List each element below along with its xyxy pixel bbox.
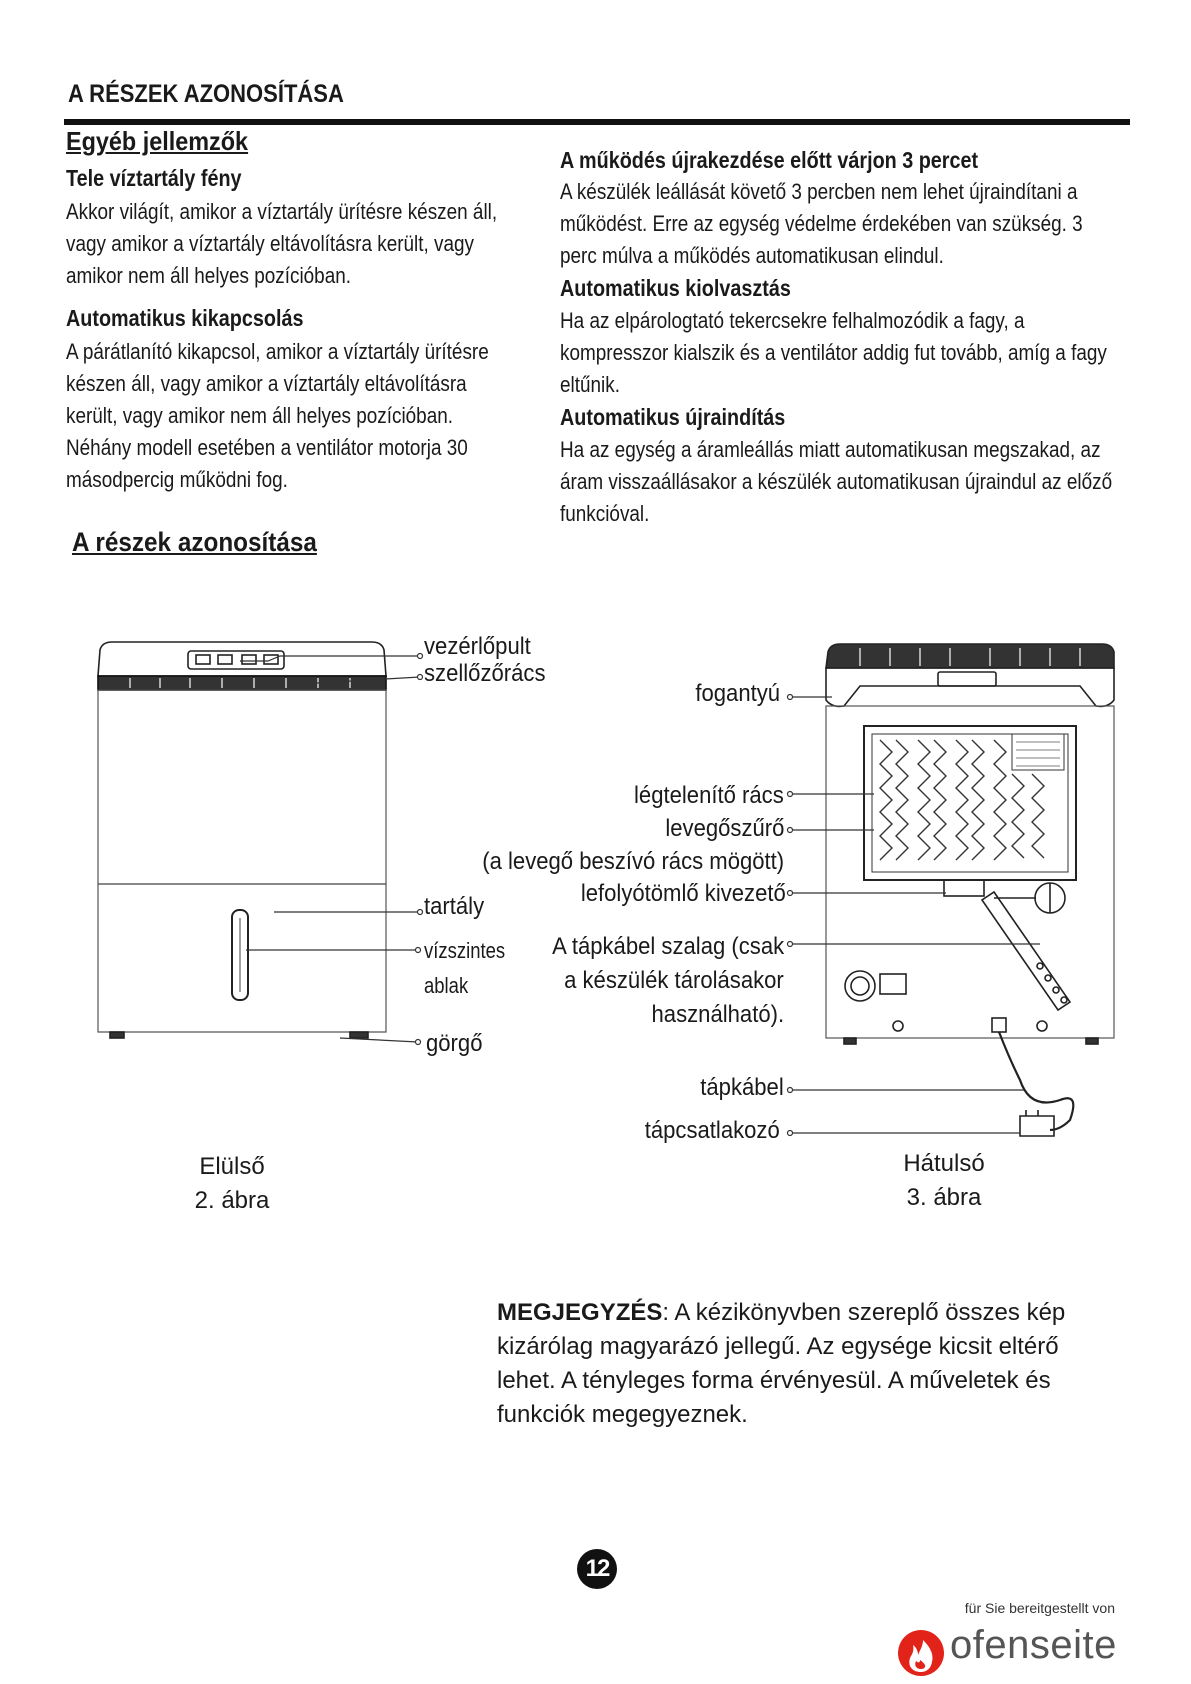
label-air-filter-note: (a levegő beszívó rács mögött): [482, 848, 784, 875]
caption-front-figure: 2. ábra: [194, 1187, 270, 1214]
label-vent-grille: szellőzőrács: [424, 660, 546, 687]
label-power-cord: tápkábel: [700, 1074, 784, 1101]
label-cable-strap-line1: A tápkábel szalag (csak: [552, 933, 784, 960]
footer-provided-by: für Sie bereitgestellt von: [964, 1600, 1115, 1616]
page-number-badge: 12: [577, 1549, 617, 1589]
section-title-parts: A részek azonosítása: [72, 527, 317, 557]
flame-logo-icon: [896, 1622, 946, 1678]
label-tank: tartály: [424, 893, 485, 920]
heading-full-tank-light: Tele víztartály fény: [66, 165, 242, 191]
front-unit-illustration: [98, 642, 386, 1038]
text-line: kompresszor kialszik és a ventilátor addig fut tovább, amíg a fagy: [560, 340, 1107, 365]
caption-back: [884, 1147, 1004, 1215]
heading-auto-restart: Automatikus újraindítás: [560, 404, 786, 430]
text-line: funkcióval.: [560, 501, 650, 526]
text-line: eltűnik.: [560, 372, 620, 397]
heading-auto-shutoff: Automatikus kikapcsolás: [66, 305, 304, 331]
text-line: A készülék leállását követő 3 percben nem lehet újraindítani a: [560, 179, 1078, 204]
label-cable-strap-line3: használható).: [651, 1001, 784, 1028]
note-block: [497, 1296, 1097, 1432]
front-callout-lines: [240, 654, 423, 1045]
label-caster: görgő: [426, 1030, 483, 1057]
text-line: működést. Erre az egység védelme érdekében van szükség. 3: [560, 211, 1083, 236]
back-callout-lines: [788, 695, 1041, 1136]
section-title-other-features: Egyéb jellemzők: [66, 126, 249, 156]
page-header-title: A RÉSZEK AZONOSÍTÁSA: [68, 80, 344, 108]
back-unit-illustration: [826, 644, 1114, 1136]
label-deaeration-grille: légtelenítő rács: [634, 782, 784, 809]
label-cable-strap-line2: a készülék tárolásakor: [564, 967, 784, 994]
caption-back-view: Hátulsó: [903, 1150, 985, 1177]
label-control-panel: vezérlőpult: [424, 633, 531, 660]
label-air-filter: levegőszűrő: [664, 815, 784, 842]
caption-front-view: Elülső: [199, 1153, 265, 1180]
label-plug: tápcsatlakozó: [644, 1117, 780, 1144]
caption-front: [172, 1150, 292, 1218]
heading-auto-defrost: Automatikus kiolvasztás: [560, 275, 791, 301]
text-line: vagy amikor a víztartály eltávolításra került, vagy: [66, 231, 475, 256]
text-line: Ha az elpárologtató tekercsekre felhalmozódik a fagy, a: [560, 308, 1025, 333]
text-line: perc múlva a működés automatikusan elindul.: [560, 243, 944, 268]
text-line: Akkor világít, amikor a víztartály ürítésre készen áll,: [66, 199, 498, 224]
text-line: Néhány modell esetében a ventilátor motorja 30: [66, 435, 468, 460]
label-level-window-line2: ablak: [424, 973, 469, 998]
heading-restart-wait: A működés újrakezdése előtt várjon 3 percet: [560, 147, 979, 173]
note-line-3: lehet. A tényleges forma érvényesül. A műveletek és: [497, 1367, 1051, 1394]
label-handle: fogantyú: [695, 680, 780, 707]
text-line: másodpercig működni fog.: [66, 467, 288, 492]
text-line: került, vagy amikor nem áll helyes pozícióban.: [66, 403, 453, 428]
note-text: : A kézikönyvben szereplő összes kép: [662, 1299, 1066, 1326]
label-level-window-line1: vízszintes: [424, 938, 506, 963]
note-label: MEGJEGYZÉS: [497, 1299, 663, 1326]
text-line: A párátlanító kikapcsol, amikor a víztartály ürítésre: [66, 339, 489, 364]
note-line-1: [497, 1296, 1097, 1330]
label-drain-outlet: lefolyótömlő kivezető: [581, 880, 786, 907]
note-line-2: kizárólag magyarázó jellegű. Az egysége kicsit eltérő: [497, 1333, 1059, 1360]
note-line-4: funkciók megegyeznek.: [497, 1401, 748, 1428]
text-line: áram visszaállásakor a készülék automatikusan újraindul az előző: [560, 469, 1113, 494]
footer-brand: ofenseite: [950, 1623, 1117, 1667]
text-line: Ha az egység a áramleállás miatt automatikusan megszakad, az: [560, 437, 1101, 462]
text-line: készen áll, vagy amikor a víztartály eltávolításra: [66, 371, 467, 396]
caption-back-figure: 3. ábra: [906, 1184, 982, 1211]
text-line: amikor nem áll helyes pozícióban.: [66, 263, 351, 288]
